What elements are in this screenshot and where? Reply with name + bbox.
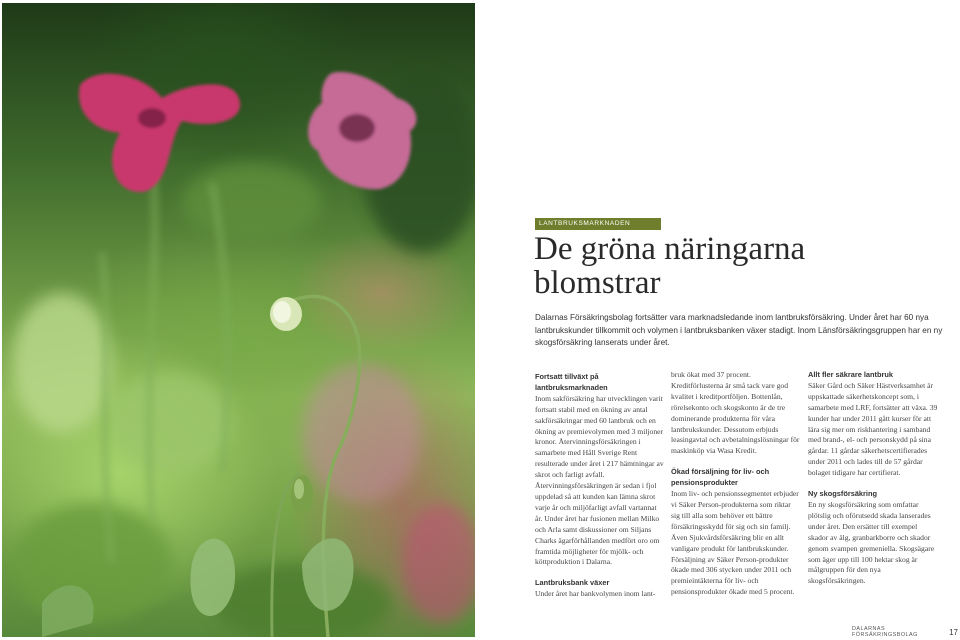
subheading-bank: Lantbruksbank växer <box>535 578 610 588</box>
section-tag: LANTBRUKSMARKNADEN <box>535 218 661 230</box>
poppy-photo <box>2 3 475 637</box>
text-column-2 <box>671 370 801 598</box>
paragraph-growth: Inom sakförsäkring har utvecklingen varit fortsatt stabil med en ökning av antal sakförsäkringar med 60 lantbruk och en ökning av premievolymen med 3 miljoner kronor. Återvinningsförsäkringen i samarbete med Håll Sverige Rent resulterade under året i 217 hämtningar av skrot och farligt avfall. Återvinningsförsäkringen är sedan i fjol uppdelad så att kunden kan lämna skrot varje år och miljöfarligt avfall vartannat år. Under året har fusionen mellan Milko och Arla samt diskussioner om Siljans Charks ägarförhållanden medfört oro om framtida möjligheter för mjölk- och köttproduktion i Dalarna. <box>535 393 664 567</box>
text-column-1 <box>535 370 665 600</box>
paragraph-forest-insurance: En ny skogsförsäkring som omfattar plötslig och oförutsedd skada lanserades under året. Den ersätter till exempel skador av älg, granbarkborre och skador genom svampen gremeniella. Skogsägare som äger upp till 100 hektar skog är målgruppen för den nya skogsförsäkringen. <box>808 499 935 586</box>
paragraph-bank: Under året har bankvolymen inom lant- <box>535 589 656 599</box>
page-footer <box>852 626 958 638</box>
subheading-safer-farms: Allt fler säkrare lantbruk <box>808 370 894 379</box>
subheading-forest-insurance: Ny skogsförsäkring <box>808 489 878 499</box>
article-headline: De gröna näringarna blomstrar <box>534 231 806 301</box>
footer-label: DALARNAS FÖRSÄKRINGSBOLAG <box>852 626 918 638</box>
paragraph-safer-farms: Säker Gård och Säker Hästverksamhet är uppskattade säkerhetskoncept som, i samarbete med LRF, fortsätter att växa. 39 kunder har under 2011 gått kurser för att lära sig mer om riskhantering i samband med brand-, el- och personskydd på sina gårdar. 11 gårdar säkerhetscertifierades under 2011 och lades till de 57 gårdar bolaget tidigare har certifierat. <box>808 380 938 478</box>
paragraph-life-pension: Inom liv- och pensionssegmentet erbjuder vi Säker Person-produkterna som riktar sig till alla som behöver ett bättre försäkringsskydd för sig och sin familj. Även Sjukvårdsförsäkring blir en allt vanligare produkt för lantbrukskunder. Försäljning av Säker Person-produkter ökade med 306 stycken under 2011 och premieintäkterna för liv- och pensionsprodukter ökade med 5 procent. <box>671 489 799 597</box>
text-column-3 <box>808 370 938 587</box>
page-number: 17 <box>949 627 958 637</box>
subheading-growth: Fortsatt tillväxt på lantbruksmarknaden <box>535 372 608 392</box>
poppy-illustration <box>2 3 475 637</box>
subheading-life-pension: Ökad försäljning för liv- och pensionsprodukter <box>671 467 770 488</box>
paragraph-bank-continued: bruk ökat med 37 procent. Kreditförlusterna är små tack vare god kvalitet i kreditportföljen. Bottenlån, rörelsekonto och skogskonto är de tre dominerande produkterna för våra lantbrukskunder. Dessutom erbjuds leasingavtal och avbetalningslösningar för maskinköp via Wasa Kredit. <box>671 370 800 456</box>
article-lead: Dalarnas Försäkringsbolag fortsätter vara marknadsledande inom lantbruksförsäkring. Under året har 60 nya lantbrukskunder tillkommit och volymen i lantbruksbanken växer stadigt. Inom Länsförsäkringsgruppen har en ny skogsförsäkring lanserats under året. <box>535 313 943 348</box>
